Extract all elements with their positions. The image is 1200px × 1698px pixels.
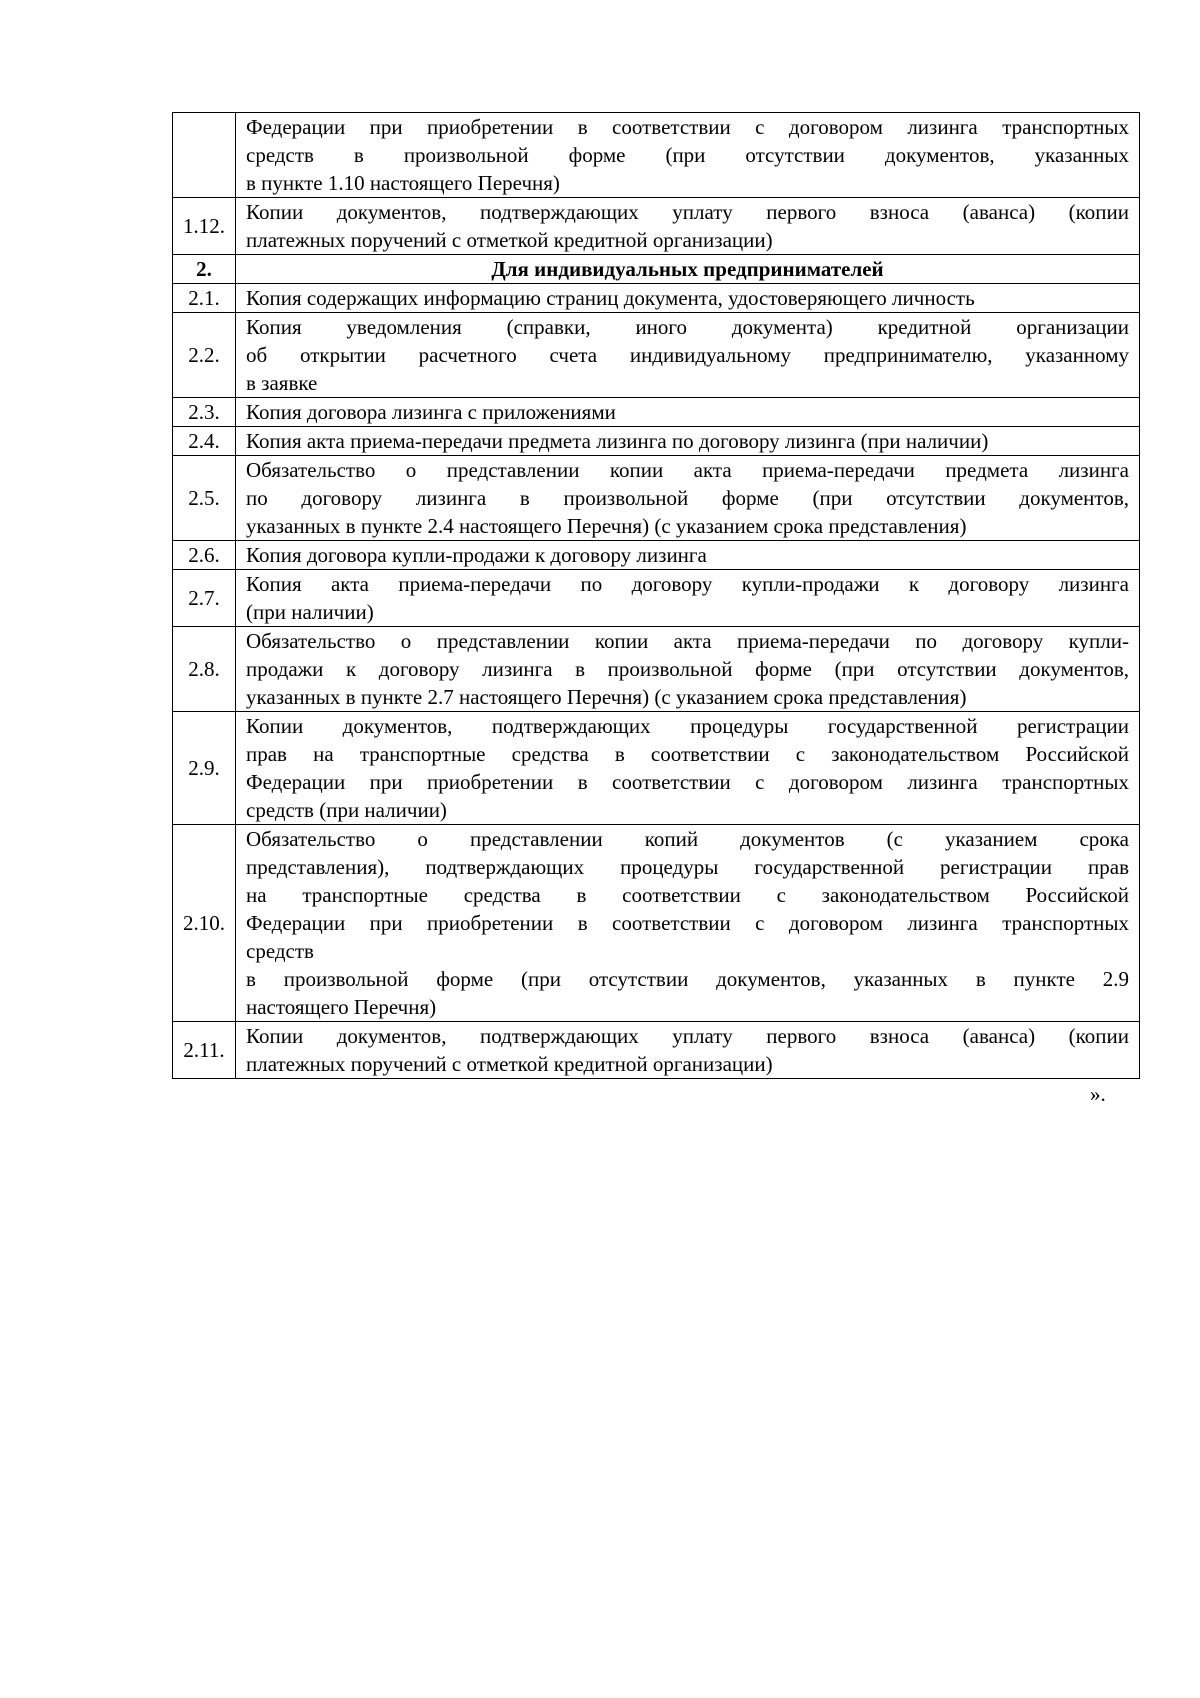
description-line: Копия договора лизинга с приложениями [246, 400, 616, 424]
description-line: Федерации при приобретении в соответствии с договором лизинга транспортных [246, 115, 1129, 139]
description-line: Для индивидуальных предпринимателей [491, 257, 884, 281]
documents-table [172, 112, 1140, 1079]
item-description [236, 541, 1140, 570]
table-row [173, 198, 1140, 255]
documents-table-body [173, 113, 1140, 1079]
description-line: Федерации при приобретении в соответствии с договором лизинга транспортных [246, 770, 1129, 794]
table-row [173, 712, 1140, 825]
item-number: 2.6. [173, 541, 236, 570]
table-row [173, 541, 1140, 570]
item-number: 2.4. [173, 427, 236, 456]
description-line: Обязательство о представлении копии акта приема-передачи предмета лизинга [246, 458, 1129, 482]
description-line: платежных поручений с отметкой кредитной организации) [246, 228, 773, 252]
item-description [236, 284, 1140, 313]
item-description [236, 1022, 1140, 1079]
item-number: 2.2. [173, 313, 236, 398]
section-row [173, 255, 1140, 284]
item-description [236, 627, 1140, 712]
description-line: средств (при наличии) [246, 798, 447, 822]
item-number: 2.3. [173, 398, 236, 427]
item-description [236, 825, 1140, 1022]
table-row [173, 113, 1140, 198]
description-line: прав на транспортные средства в соответствии с законодательством Российской [246, 742, 1129, 766]
item-description [236, 198, 1140, 255]
table-row [173, 398, 1140, 427]
description-line: в заявке [246, 371, 318, 395]
description-line: Копии документов, подтверждающих уплату первого взноса (аванса) (копии [246, 200, 1129, 224]
item-number: 2.7. [173, 570, 236, 627]
item-description [236, 313, 1140, 398]
description-line: (при наличии) [246, 600, 374, 624]
item-description [236, 456, 1140, 541]
description-line: указанных в пункте 2.4 настоящего Перечня) (с указанием срока представления) [246, 514, 967, 538]
description-line: Копия акта приема-передачи по договору купли-продажи к договору лизинга [246, 572, 1129, 596]
description-line: Обязательство о представлении копий документов (с указанием срока [246, 827, 1129, 851]
description-line: средств [246, 939, 314, 963]
item-number: 2.11. [173, 1022, 236, 1079]
item-description [236, 398, 1140, 427]
description-line: Копии документов, подтверждающих процедуры государственной регистрации [246, 714, 1129, 738]
description-line: в пункте 1.10 настоящего Перечня) [246, 171, 560, 195]
item-description [236, 113, 1140, 198]
item-number: 2.9. [173, 712, 236, 825]
description-line: Копии документов, подтверждающих уплату первого взноса (аванса) (копии [246, 1024, 1129, 1048]
description-line: указанных в пункте 2.7 настоящего Перечня) (с указанием срока представления) [246, 685, 967, 709]
description-line: Обязательство о представлении копии акта приема-передачи по договору купли- [246, 629, 1129, 653]
table-row [173, 570, 1140, 627]
table-row [173, 284, 1140, 313]
table-row [173, 627, 1140, 712]
description-line: по договору лизинга в произвольной форме (при отсутствии документов, [246, 486, 1129, 510]
item-number: 1.12. [173, 198, 236, 255]
table-row [173, 456, 1140, 541]
description-line: представления), подтверждающих процедуры государственной регистрации прав [246, 855, 1129, 879]
item-number: 2.10. [173, 825, 236, 1022]
description-line: об открытии расчетного счета индивидуальному предпринимателю, указанному [246, 343, 1129, 367]
description-line: Копия содержащих информацию страниц документа, удостоверяющего личность [246, 286, 975, 310]
description-line: настоящего Перечня) [246, 995, 437, 1019]
description-line: Копия договора купли-продажи к договору лизинга [246, 543, 707, 567]
description-line: Копия акта приема-передачи предмета лизинга по договору лизинга (при наличии) [246, 429, 989, 453]
item-description [236, 427, 1140, 456]
table-row [173, 1022, 1140, 1079]
item-number: 2. [173, 255, 236, 284]
description-line: платежных поручений с отметкой кредитной организации) [246, 1052, 773, 1076]
description-line: на транспортные средства в соответствии с законодательством Российской [246, 883, 1129, 907]
description-line: продажи к договору лизинга в произвольной форме (при отсутствии документов, [246, 657, 1129, 681]
item-number [173, 113, 236, 198]
description-line: в произвольной форме (при отсутствии документов, указанных в пункте 2.9 [246, 967, 1129, 991]
item-description [236, 712, 1140, 825]
table-row [173, 313, 1140, 398]
description-line: Федерации при приобретении в соответствии с договором лизинга транспортных [246, 911, 1129, 935]
table-row [173, 427, 1140, 456]
section-title [236, 255, 1140, 284]
description-line: средств в произвольной форме (при отсутствии документов, указанных [246, 143, 1129, 167]
table-row [173, 825, 1140, 1022]
item-number: 2.5. [173, 456, 236, 541]
item-description [236, 570, 1140, 627]
closing-quote-mark: ». [1090, 1082, 1106, 1106]
description-line: Копия уведомления (справки, иного документа) кредитной организации [246, 315, 1129, 339]
item-number: 2.8. [173, 627, 236, 712]
item-number: 2.1. [173, 284, 236, 313]
